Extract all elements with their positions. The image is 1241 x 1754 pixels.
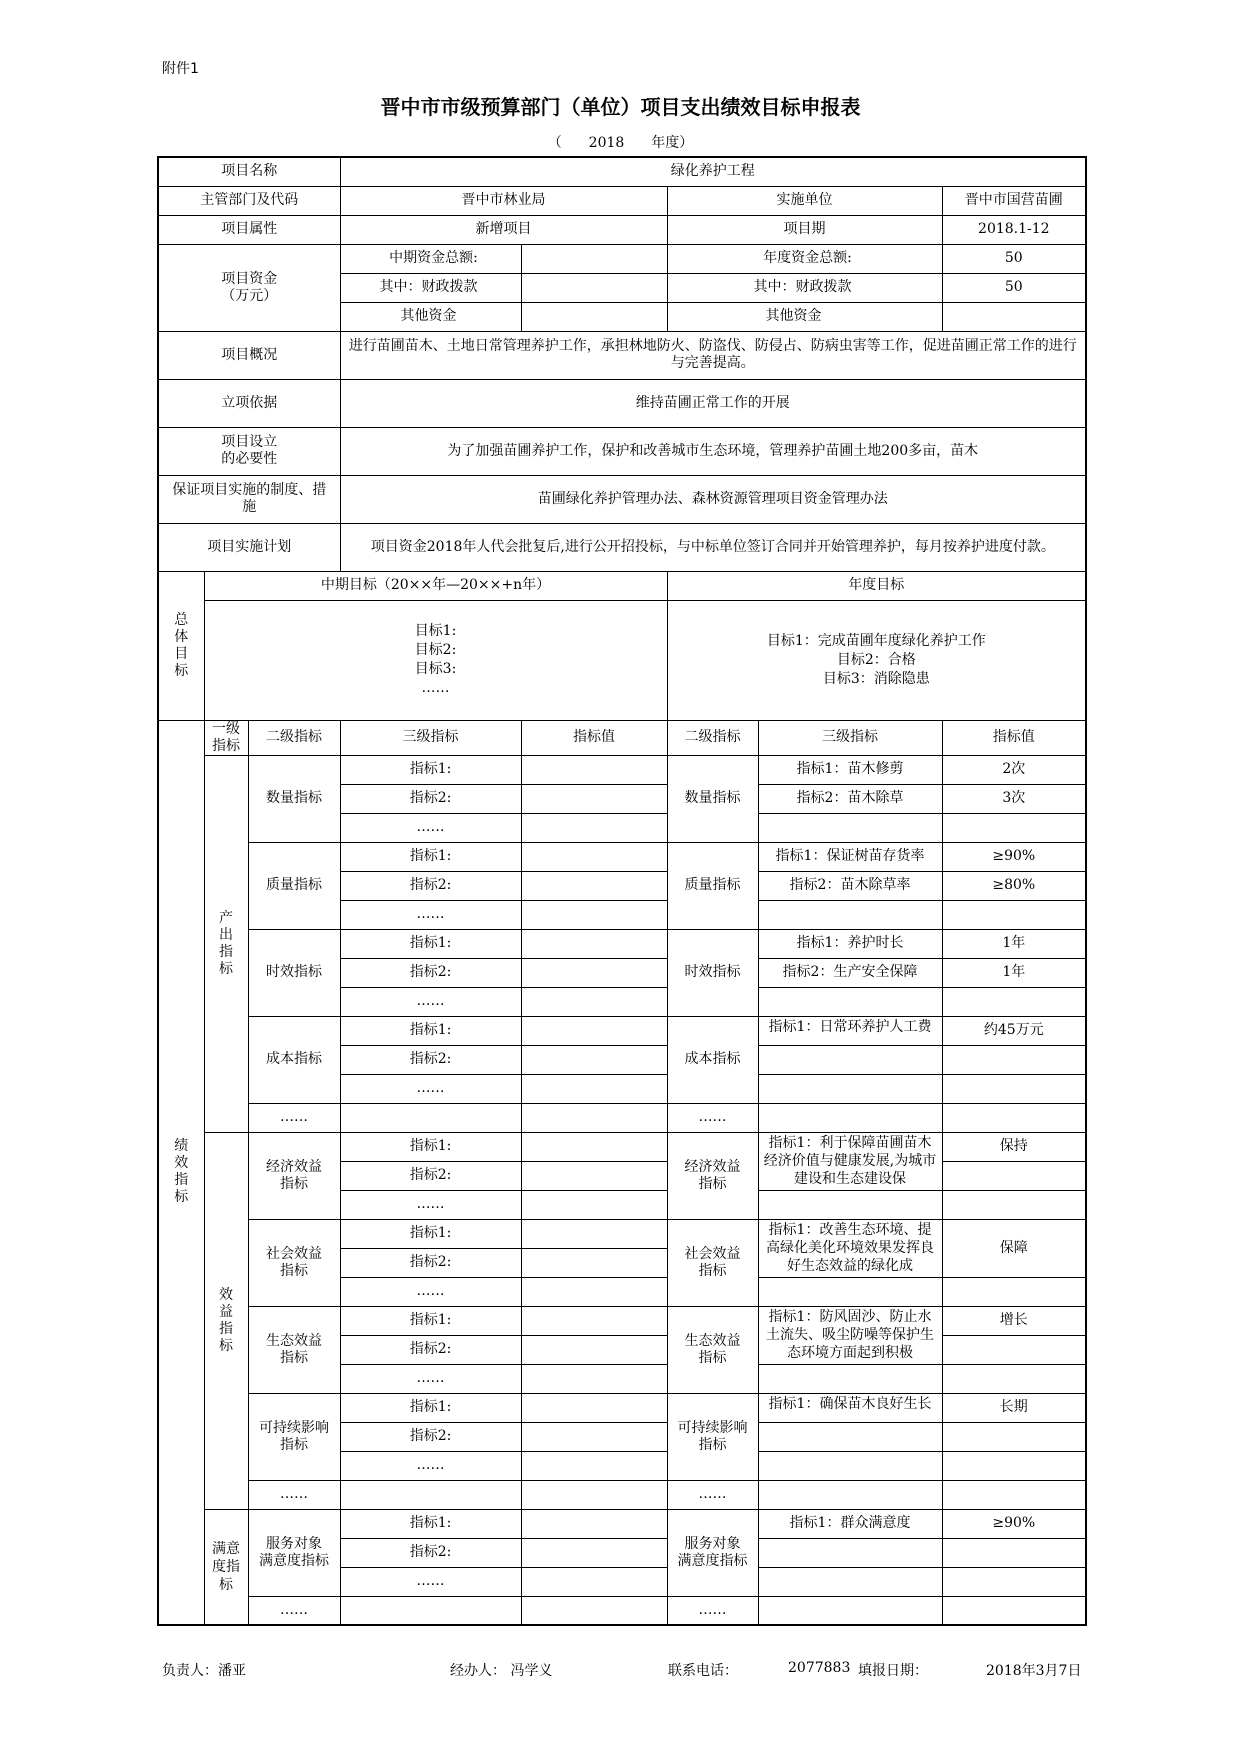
value-header: 指标值 [521, 720, 667, 755]
period-label: 项目期 [667, 215, 942, 244]
ecological-mid-item1: 指标1: [340, 1306, 521, 1335]
output-indicators-label [204, 755, 248, 1132]
annual-total-value: 50 [942, 244, 1086, 273]
mid-total-label: 中期资金总额: [340, 244, 521, 273]
social-annual-item1-text: 指标1：改善生态环境、提高绿化美化环境效果发挥良好生态效益的绿化成 [766, 1222, 935, 1274]
empty-cell [521, 1509, 667, 1538]
quantity-mid-more: …… [340, 813, 521, 842]
benefit-more-annual: …… [667, 1480, 758, 1509]
empty-cell [521, 1016, 667, 1045]
quality-mid-item2: 指标2: [340, 871, 521, 900]
social-mid-item2: 指标2: [340, 1248, 521, 1277]
empty-cell [521, 842, 667, 871]
quality-annual-item1: 指标1：保证树苗存货率 [758, 842, 942, 871]
empty-cell [942, 900, 1086, 929]
empty-cell [521, 813, 667, 842]
mid-total-value [521, 244, 667, 273]
level1-header-a: 一级 [212, 720, 240, 737]
empty-cell [521, 1451, 667, 1480]
quality-annual-value2: ≥80% [942, 871, 1086, 900]
empty-cell [521, 1393, 667, 1422]
social-label-annual [667, 1219, 758, 1306]
overall-goals-char-2: 体 [174, 628, 189, 645]
empty-cell [521, 1422, 667, 1451]
empty-cell [758, 1538, 942, 1567]
empty-cell [758, 1045, 942, 1074]
mid-goal-2: 目标2: [414, 642, 457, 658]
empty-cell [340, 1596, 521, 1625]
overall-goals-char-3: 目 [174, 645, 189, 662]
economic-label-annual-2: 指标 [698, 1175, 727, 1192]
satisfaction-char-2: 度指 [212, 1558, 240, 1575]
footer-date-label: 填报日期： [858, 1663, 928, 1679]
footer-responsible: 负责人：潘亚 [162, 1663, 246, 1679]
economic-label [248, 1132, 340, 1219]
timeliness-annual-item1: 指标1：养护时长 [758, 929, 942, 958]
cost-mid-item1: 指标1: [340, 1016, 521, 1045]
service-mid-item1: 指标1: [340, 1509, 521, 1538]
quantity-mid-item1: 指标1: [340, 755, 521, 784]
empty-cell [758, 813, 942, 842]
ecological-label [248, 1306, 340, 1393]
empty-cell [758, 987, 942, 1016]
performance-indicators-label [158, 720, 204, 1625]
satisfaction-more: …… [248, 1596, 340, 1625]
sustainable-label-annual-2: 指标 [698, 1436, 727, 1453]
funds-label-line1: 项目资金 [221, 270, 278, 287]
footer-date: 2018年3月7日 [986, 1663, 1082, 1679]
economic-annual-item1-text: 指标1：利于保障苗圃苗木经济价值与健康发展,为城市建设和生态建设保 [763, 1135, 937, 1187]
guarantee-label [158, 475, 340, 523]
footer-phone: 2077883 [788, 1660, 851, 1676]
empty-cell [758, 1480, 942, 1509]
perf-char-3: 指 [174, 1172, 189, 1189]
empty-cell [758, 1277, 942, 1306]
empty-cell [942, 1103, 1086, 1132]
mid-goal-1: 目标1: [414, 623, 457, 639]
attachment-label: 附件1 [162, 61, 199, 77]
perf-char-4: 标 [174, 1189, 189, 1206]
level2-header: 二级指标 [248, 720, 340, 755]
annual-goal-3: 目标3：消除隐患 [822, 670, 930, 687]
page-title: 晋中市市级预算部门（单位）项目支出绩效目标申报表 [380, 95, 861, 119]
attr-value: 新增项目 [340, 215, 667, 244]
quality-mid-more: …… [340, 900, 521, 929]
empty-cell [758, 1567, 942, 1596]
social-label-2: 指标 [280, 1262, 308, 1279]
empty-cell [758, 1596, 942, 1625]
annual-goals-header: 年度目标 [667, 571, 1086, 600]
satisfaction-char-3: 标 [219, 1576, 233, 1593]
sustainable-label-annual [667, 1393, 758, 1480]
necessity-text: 为了加强苗圃养护工作，保护和改善城市生态环境，管理养护苗圃土地200多亩，苗木 [340, 427, 1086, 475]
guarantee-label-line1: 保证项目实施的制度、措 [172, 482, 327, 498]
empty-cell [942, 1190, 1086, 1219]
cost-annual-item1 [758, 1016, 942, 1045]
empty-cell [521, 1248, 667, 1277]
empty-cell [521, 1132, 667, 1161]
sustainable-label-2: 指标 [280, 1436, 308, 1453]
empty-cell [758, 900, 942, 929]
sustainable-mid-item2: 指标2: [340, 1422, 521, 1451]
output-char-2: 出 [219, 926, 233, 943]
service-annual-item1: 指标1：群众满意度 [758, 1509, 942, 1538]
timeliness-annual-item2: 指标2：生产安全保障 [758, 958, 942, 987]
ecological-annual-value1: 增长 [942, 1306, 1086, 1335]
satisfaction-more-annual: …… [667, 1596, 758, 1625]
empty-cell [758, 1364, 942, 1393]
empty-cell [942, 813, 1086, 842]
overview-label: 项目概况 [158, 331, 340, 379]
year-line [0, 132, 1241, 152]
social-label [248, 1219, 340, 1306]
overall-goals-label [158, 571, 204, 720]
empty-cell [521, 1045, 667, 1074]
mid-fiscal-label: 其中：财政拨款 [340, 273, 521, 302]
empty-cell [521, 1103, 667, 1132]
empty-cell [942, 1596, 1086, 1625]
sustainable-annual-item1-text: 指标1：确保苗木良好生长 [768, 1395, 932, 1412]
empty-cell [942, 1480, 1086, 1509]
output-char-3: 指 [219, 943, 233, 960]
benefit-char-2: 益 [219, 1303, 233, 1320]
empty-cell [942, 1567, 1086, 1596]
ecological-label-annual [667, 1306, 758, 1393]
quantity-annual-value2: 3次 [942, 784, 1086, 813]
perf-char-1: 绩 [174, 1138, 189, 1155]
sustainable-annual-value1: 长期 [942, 1393, 1086, 1422]
quantity-label: 数量指标 [248, 755, 340, 842]
quantity-annual-value1: 2次 [942, 755, 1086, 784]
annual-goal-2: 目标2：合格 [836, 651, 916, 668]
basis-label: 立项依据 [158, 379, 340, 427]
economic-annual-item1 [758, 1132, 942, 1190]
ecological-label-2: 指标 [280, 1349, 308, 1366]
benefit-indicators-label [204, 1132, 248, 1509]
empty-cell [521, 1074, 667, 1103]
benefit-char-1: 效 [219, 1286, 233, 1303]
empty-cell [521, 1596, 667, 1625]
social-annual-item1 [758, 1219, 942, 1277]
timeliness-annual-value2: 1年 [942, 958, 1086, 987]
cost-label-annual: 成本指标 [667, 1016, 758, 1103]
service-label [248, 1509, 340, 1596]
empty-cell [521, 1161, 667, 1190]
quantity-mid-value1 [521, 755, 667, 784]
cost-mid-item2: 指标2: [340, 1045, 521, 1074]
year-open: （ [547, 135, 562, 151]
quantity-annual-item2: 指标2：苗木除草 [758, 784, 942, 813]
necessity-label [158, 427, 340, 475]
cost-label: 成本指标 [248, 1016, 340, 1103]
quality-annual-value1: ≥90% [942, 842, 1086, 871]
output-more-annual: …… [667, 1103, 758, 1132]
timeliness-mid-item2: 指标2: [340, 958, 521, 987]
economic-mid-more: …… [340, 1190, 521, 1219]
plan-label: 项目实施计划 [158, 523, 340, 571]
value-header-annual: 指标值 [942, 720, 1086, 755]
empty-cell [521, 900, 667, 929]
social-label-1: 社会效益 [266, 1245, 322, 1262]
timeliness-label-annual: 时效指标 [667, 929, 758, 1016]
empty-cell [521, 1538, 667, 1567]
necessity-label-line2: 的必要性 [221, 451, 278, 467]
annual-goals-list [667, 600, 1086, 720]
funds-label-line2: （万元） [221, 287, 278, 304]
annual-total-label: 年度资金总额: [667, 244, 942, 273]
mid-fiscal-value [521, 273, 667, 302]
service-mid-item2: 指标2: [340, 1538, 521, 1567]
empty-cell [942, 1045, 1086, 1074]
sustainable-label-annual-1: 可持续影响 [677, 1419, 748, 1436]
empty-cell [521, 929, 667, 958]
empty-cell [758, 1451, 942, 1480]
annual-other-label: 其他资金 [667, 302, 942, 331]
year-label: 年度） [651, 135, 694, 151]
service-label-annual-1: 服务对象 [684, 1535, 741, 1552]
economic-mid-item1: 指标1: [340, 1132, 521, 1161]
necessity-label-line1: 项目设立 [221, 434, 278, 450]
annual-goal-1: 目标1：完成苗圃年度绿化养护工作 [766, 632, 986, 649]
service-annual-value1: ≥90% [942, 1509, 1086, 1538]
empty-cell [521, 1364, 667, 1393]
economic-label-1: 经济效益 [266, 1158, 322, 1175]
service-label-annual-2: 满意度指标 [677, 1552, 748, 1569]
benefit-char-4: 标 [219, 1337, 233, 1354]
empty-cell [942, 1451, 1086, 1480]
empty-cell [521, 1306, 667, 1335]
overview-text: 进行苗圃苗木、土地日常管理养护工作，承担林地防火、防盗伐、防侵占、防病虫害等工作，促进苗圃正常工作的进行与完善提高。 [340, 331, 1086, 379]
ecological-label-annual-2: 指标 [698, 1349, 727, 1366]
timeliness-label: 时效指标 [248, 929, 340, 1016]
ecological-mid-more: …… [340, 1364, 521, 1393]
guarantee-text: 苗圃绿化养护管理办法、森林资源管理项目资金管理办法 [340, 475, 1086, 523]
output-char-1: 产 [219, 909, 233, 926]
empty-cell [942, 1074, 1086, 1103]
empty-cell [521, 1190, 667, 1219]
empty-cell [521, 1219, 667, 1248]
sustainable-label [248, 1393, 340, 1480]
mid-goal-3: 目标3: [414, 661, 457, 677]
quantity-mid-value2 [521, 784, 667, 813]
performance-target-table [157, 156, 1087, 1626]
basis-text: 维持苗圃正常工作的开展 [340, 379, 1086, 427]
quantity-mid-item2: 指标2: [340, 784, 521, 813]
mid-other-label: 其他资金 [340, 302, 521, 331]
empty-cell [758, 1190, 942, 1219]
satisfaction-char-1: 满意 [212, 1540, 240, 1557]
ecological-label-1: 生态效益 [266, 1332, 322, 1349]
sustainable-mid-more: …… [340, 1451, 521, 1480]
footer-handler: 经办人： 冯学义 [450, 1663, 553, 1679]
impl-unit-value: 晋中市国营苗圃 [942, 186, 1086, 215]
mid-goals-header: 中期目标（20××年—20××+n年） [204, 571, 667, 600]
year-value: 2018 [588, 135, 625, 151]
empty-cell [521, 1567, 667, 1596]
social-mid-item1: 指标1: [340, 1219, 521, 1248]
footer-phone-label: 联系电话： [668, 1663, 738, 1679]
output-char-4: 标 [219, 960, 233, 977]
quantity-annual-item1: 指标1：苗木修剪 [758, 755, 942, 784]
service-mid-more: …… [340, 1567, 521, 1596]
cost-mid-more: …… [340, 1074, 521, 1103]
timeliness-annual-value1: 1年 [942, 929, 1086, 958]
ecological-label-annual-1: 生态效益 [684, 1332, 741, 1349]
quality-label-annual: 质量指标 [667, 842, 758, 929]
empty-cell [521, 958, 667, 987]
social-mid-more: …… [340, 1277, 521, 1306]
perf-char-2: 效 [174, 1155, 189, 1172]
timeliness-mid-item1: 指标1: [340, 929, 521, 958]
empty-cell [942, 1161, 1086, 1190]
empty-cell [521, 1480, 667, 1509]
sustainable-annual-item1 [758, 1393, 942, 1422]
overall-goals-char-1: 总 [174, 611, 189, 628]
dept-label: 主管部门及代码 [158, 186, 340, 215]
benefit-char-3: 指 [219, 1320, 233, 1337]
empty-cell [521, 1335, 667, 1364]
economic-label-annual [667, 1132, 758, 1219]
annual-fiscal-value: 50 [942, 273, 1086, 302]
social-annual-value1: 保障 [942, 1219, 1086, 1277]
sustainable-mid-item1: 指标1: [340, 1393, 521, 1422]
service-label-1: 服务对象 [266, 1535, 322, 1552]
empty-cell [340, 1103, 521, 1132]
economic-annual-value1: 保持 [942, 1132, 1086, 1161]
cost-annual-item1-text: 指标1：日常环养护人工费 [768, 1018, 932, 1035]
sustainable-label-1: 可持续影响 [259, 1419, 329, 1436]
level1-header-b: 指标 [212, 737, 240, 754]
project-name-label: 项目名称 [158, 157, 340, 186]
cost-annual-value1: 约45万元 [942, 1016, 1086, 1045]
mid-other-value [521, 302, 667, 331]
empty-cell [942, 1422, 1086, 1451]
empty-cell [521, 871, 667, 900]
quality-mid-item1: 指标1: [340, 842, 521, 871]
empty-cell [942, 1364, 1086, 1393]
impl-unit-label: 实施单位 [667, 186, 942, 215]
empty-cell [521, 987, 667, 1016]
empty-cell [521, 1277, 667, 1306]
empty-cell [340, 1480, 521, 1509]
empty-cell [758, 1074, 942, 1103]
satisfaction-indicators-label [204, 1509, 248, 1625]
level3-header: 三级指标 [340, 720, 521, 755]
annual-other-value [942, 302, 1086, 331]
dept-value: 晋中市林业局 [340, 186, 667, 215]
social-label-annual-1: 社会效益 [684, 1245, 741, 1262]
economic-label-annual-1: 经济效益 [684, 1158, 741, 1175]
empty-cell [758, 1103, 942, 1132]
economic-mid-item2: 指标2: [340, 1161, 521, 1190]
funds-label [158, 244, 340, 331]
quality-label: 质量指标 [248, 842, 340, 929]
mid-goals-list [204, 600, 667, 720]
service-label-2: 满意度指标 [259, 1552, 329, 1569]
level2-header-annual: 二级指标 [667, 720, 758, 755]
level1-header [204, 720, 248, 755]
mid-goal-more: …… [421, 680, 450, 696]
empty-cell [942, 1538, 1086, 1567]
period-value: 2018.1-12 [942, 215, 1086, 244]
timeliness-mid-more: …… [340, 987, 521, 1016]
quality-annual-item2: 指标2：苗木除草率 [758, 871, 942, 900]
empty-cell [942, 987, 1086, 1016]
attr-label: 项目属性 [158, 215, 340, 244]
output-more: …… [248, 1103, 340, 1132]
ecological-mid-item2: 指标2: [340, 1335, 521, 1364]
annual-fiscal-label: 其中：财政拨款 [667, 273, 942, 302]
empty-cell [942, 1277, 1086, 1306]
level3-header-annual: 三级指标 [758, 720, 942, 755]
ecological-annual-item1-text: 指标1：防风固沙、防止水土流失、吸尘防噪等保护生态环境方面起到积极 [766, 1309, 935, 1361]
overall-goals-char-4: 标 [174, 662, 189, 679]
service-label-annual [667, 1509, 758, 1596]
empty-cell [942, 1335, 1086, 1364]
empty-cell [758, 1422, 942, 1451]
guarantee-label-line2: 施 [242, 499, 257, 515]
economic-label-2: 指标 [280, 1175, 308, 1192]
project-name-value: 绿化养护工程 [340, 157, 1086, 186]
plan-text: 项目资金2018年人代会批复后,进行公开招投标，与中标单位签订合同并开始管理养护，每月按养护进度付款。 [340, 523, 1086, 571]
social-label-annual-2: 指标 [698, 1262, 727, 1279]
quantity-label-annual: 数量指标 [667, 755, 758, 842]
ecological-annual-item1 [758, 1306, 942, 1364]
benefit-more: …… [248, 1480, 340, 1509]
